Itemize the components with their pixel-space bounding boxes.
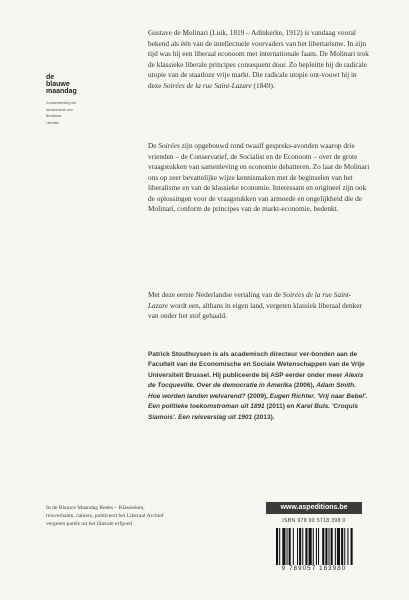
barcode-bar [299, 528, 301, 565]
bio-title: Eugen Richter. 'Vrij naar Bebel'. Een politieke toekomstroman uit 1891 [148, 392, 368, 411]
website-label: www.aspeditions.be [266, 502, 362, 514]
logo-name-line: de [46, 74, 55, 81]
barcode-bar [341, 528, 343, 565]
author-bio [148, 350, 370, 423]
barcode-digits: 9 789057 183980 [266, 565, 362, 572]
bio-text: (2013). [252, 413, 275, 421]
intro-tail: (1849). [251, 80, 275, 90]
barcode-bar [279, 528, 280, 568]
barcode-bar [302, 528, 303, 565]
logo-small-line: liberalisme [46, 114, 62, 118]
barcode-bar [309, 528, 312, 565]
translation-lead: Met deze eerste Nederlandse vertaling van de [148, 290, 283, 299]
series-note: In de Blauwe Maandag Reeks – Klassieken, reisverhalen, cahiers, publiceert het Liberaal Archief vergeten parels uit het liberale erfgoed [46, 505, 164, 528]
book-title: Soirées de la rue Saint-Lazare [148, 290, 352, 310]
logo-small-line: studiecentrum voor [46, 107, 74, 112]
barcode-bar [351, 528, 353, 565]
intro-text: Gustave de Molinari (Luik, 1819 – Adinkerke, 1912) is vandaag vooral bekend als één van de intellectuele voorvaders van het libertarisme. In zijn tijd was hij een liberaal econoom met internationale faam. De Molinari trok de klassieke liberale principes consequent door. Zo bepleitte hij de radicale utopie van de staatloze vrije markt. Die radicale utopie ont-vouwt hij in deze [148, 28, 369, 90]
barcode-bar [287, 528, 288, 565]
intro-paragraph [148, 28, 370, 91]
barcode-bar [347, 528, 348, 565]
barcode-bar [335, 528, 336, 565]
barcode-bar [318, 528, 319, 565]
book-title: Soirées de la rue Saint-Lazare [163, 80, 252, 90]
isbn-label: ISBN 978 90 5718 398 0 [282, 518, 346, 524]
translation-paragraph [148, 290, 370, 322]
barcode-bar [276, 528, 278, 568]
barcode-bar [297, 528, 298, 565]
summary-text: zijn opgebouwd rond twaalf gespreks-avonden waarop drie vrienden – de Conservatief, de Socialist en de Econoom – over de grote vraagstukken van samenleving en economie debatteren. Zo laat de Molinari ons op zeer bevattelijke wijze kennismaken met de beginselen van het liberalisme en van de klassieke economie. Interessant en origineel zijn ook de oplossingen voor de vraagstukken van armoede en ongelijkheid die de Molinari, conform de principes van de markt-economie, bedenkt. [148, 141, 370, 214]
bio-text: (2009), [245, 392, 270, 400]
barcode-bar [305, 528, 307, 565]
bio-text: Patrick Stouthuysen is als academisch directeur ver-bonden aan de Faculteit van de Economische en Sociale Wetenschappen van de Vrije Universiteit Brussel. Hij publiceerde bij ASP eerder onder meer [148, 351, 365, 379]
book-title-short: Soirées [158, 141, 180, 150]
summary-paragraph [148, 141, 370, 215]
barcode-bar [293, 528, 294, 565]
barcode-bar [329, 528, 330, 565]
bio-title: Karel Buls. 'Croquis Siamois'. Een reisverslag uit 1901 [148, 403, 358, 421]
barcode-bar [337, 528, 340, 565]
barcode-bar [344, 528, 345, 565]
logo-small-line: in samenwerking met [46, 101, 77, 105]
translation-tail: wordt een, althans in eigen land, vergeten klassiek liberaal denker van onder het stof gehaald. [148, 300, 362, 321]
barcode-bar [322, 528, 324, 565]
summary-lead: De [148, 141, 159, 150]
bio-text: (2006), [292, 382, 317, 390]
bio-title: Alexis de Tocqueville. Over de democratie in Amerika [148, 371, 364, 390]
barcode-bar [282, 528, 285, 565]
logo-name-line: blauwe [46, 81, 70, 88]
bio-text: (2011) en [264, 403, 297, 411]
barcode-bar [316, 528, 317, 565]
logo-name-line: maandag [46, 88, 77, 95]
logo-small-line: Liberales [46, 120, 59, 125]
barcode-bar [325, 528, 327, 568]
publisher-logo [46, 74, 77, 125]
bio-title: Adam Smith. Hoe worden landen welvarend? [148, 382, 356, 400]
barcode-bar [289, 528, 291, 565]
barcode-bar [331, 528, 333, 565]
barcode-bar [313, 528, 314, 565]
